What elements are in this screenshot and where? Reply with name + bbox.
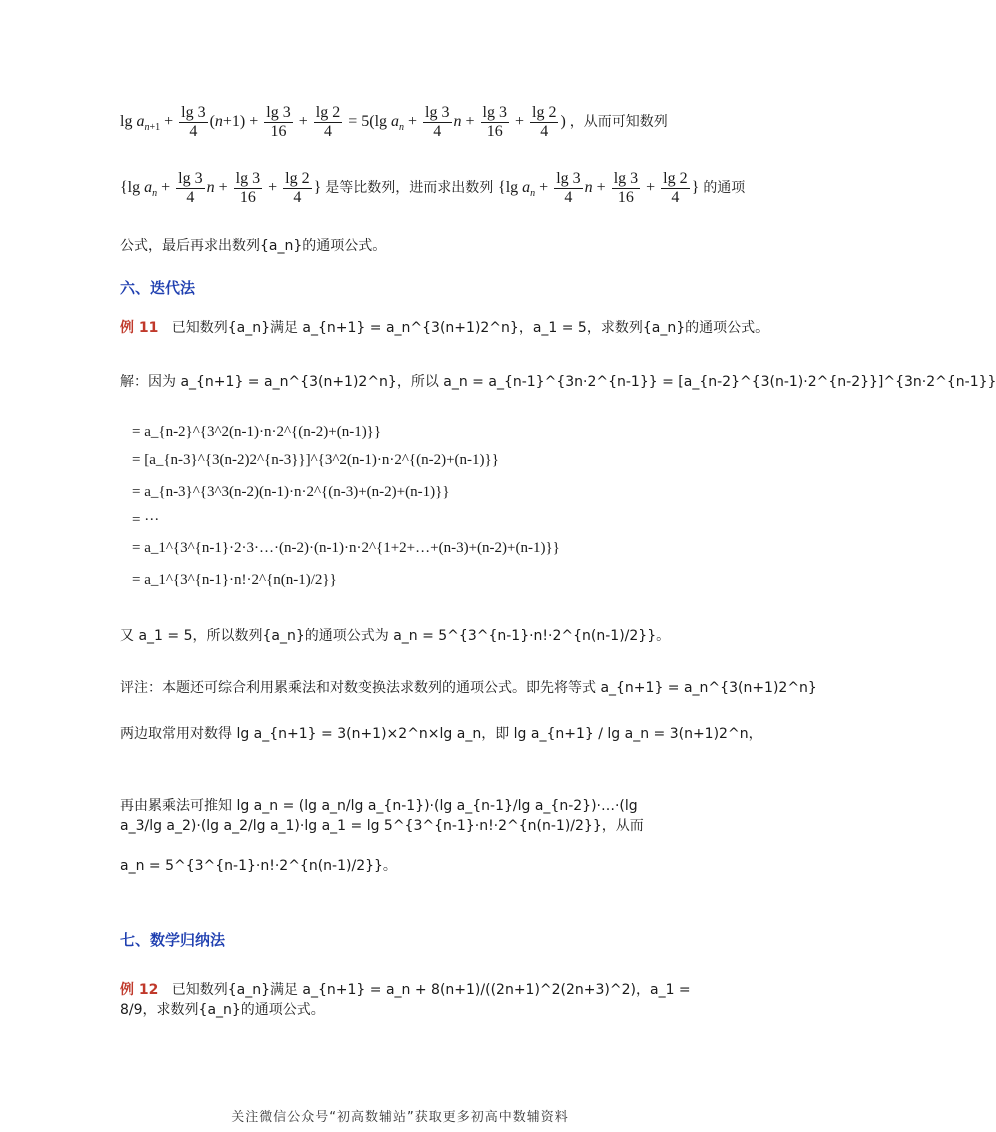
example-label: 例 12 [120,982,159,998]
example-12 [120,980,700,1020]
example-label: 例 11 [120,320,159,336]
sequence-text-b: 的通项 [703,180,746,197]
sequence-text-a: 是等比数列，进而求出数列 [325,180,494,197]
iteration-step: = a_1^{3^{n-1}·n!·2^{n(n-1)/2}} [132,572,337,588]
equation-line-1 [120,104,740,141]
example-text: 已知数列{a_n}满足 a_{n+1} = a_n + 8(n+1)/((2n+1)^2(2n+3)^2)，a_1 = 8/9，求数列{a_n}的通项公式。 [120,982,691,1018]
section-heading-7: 七、数学归纳法 [120,931,226,949]
sequence-math-b: {lg $a_n$ + $\frac{\lg 3}{4}$ n + $\frac{\lg 3}{16}$ + $\frac{\lg 2}{4}$ } [498,170,704,206]
footer-promo: 关注微信公众号“初高数辅站”获取更多初高中数辅资料 [231,1110,569,1125]
example-11 [120,318,770,338]
iteration-step: = a_1^{3^{n-1}·2·3·…·(n-2)·(n-1)·n·2^{1+2+…+(n-3)+(n-2)+(n-1)}} [132,540,560,556]
section-heading-6: 六、迭代法 [120,279,196,297]
equation-math: $\lg a_{n+1}$ + $\frac{\lg 3}{4}$ (n+1) + $\frac{\lg 3}{16}$ + $\frac{\lg 2}{4}$ = 5(lg $a_n$ + $\frac{\lg 3}{4}$ n + $\frac{\lg 3}{16}$ + $\frac{\lg 2}{4}$ ) [120,104,570,140]
example-text: 已知数列{a_n}满足 a_{n+1} = a_n^{3(n+1)2^n}，a_1 = 5，求数列{a_n}的通项公式。 [171,320,770,336]
iteration-step: = a_{n-2}^{3^2(n-1)·n·2^{(n-2)+(n-1)}} [132,424,382,440]
iteration-step: = ··· [132,512,160,528]
log-transform: 两边取常用对数得 lg a_{n+1} = 3(n+1)×2^n×lg a_n，即 lg a_{n+1} / lg a_n = 3(n+1)2^n， [120,726,763,742]
iteration-step: = a_{n-3}^{3^3(n-2)(n-1)·n·2^{(n-3)+(n-2)+(n-1)}} [132,484,450,500]
paragraph-line-3: 公式，最后再求出数列{a_n}的通项公式。 [120,238,387,254]
final-formula: a_n = 5^{3^{n-1}·n!·2^{n(n-1)/2}}。 [120,858,397,874]
comment: 评注：本题还可综合利用累乘法和对数变换法求数列的通项公式。即先将等式 a_{n+1} = a_n^{3(n+1)2^n} [120,680,817,696]
equation-text: ，从而可知数列 [569,114,668,131]
general-term-result: 又 a_1 = 5，所以数列{a_n}的通项公式为 a_n = 5^{3^{n-1}·n!·2^{n(n-1)/2}}。 [120,628,671,644]
equation-line-2 [120,170,746,207]
iteration-step: = [a_{n-3}^{3(n-2)2^{n-3}}]^{3^2(n-1)·n·2^{(n-2)+(n-1)}} [132,452,499,468]
solution-intro: 解：因为 a_{n+1} = a_n^{3(n+1)2^n}，所以 a_n = a_{n-1}^{3n·2^{n-1}} = [a_{n-2}^{3(n-1)·2^{n-2}}]^{3n·2^{n-1}} [120,374,996,390]
product-method: 再由累乘法可推知 lg a_n = (lg a_n/lg a_{n-1})·(lg a_{n-1}/lg a_{n-2})·…·(lg a_3/lg a_2)·(lg a_2/lg a_1)·lg a_1 = lg 5^{3^{n-1}·n!·2^{n(n-1)/2}}，从而 [120,798,644,834]
sequence-math-a: {lg $a_n$ + $\frac{\lg 3}{4}$ n + $\frac{\lg 3}{16}$ + $\frac{\lg 2}{4}$ } [120,170,326,206]
